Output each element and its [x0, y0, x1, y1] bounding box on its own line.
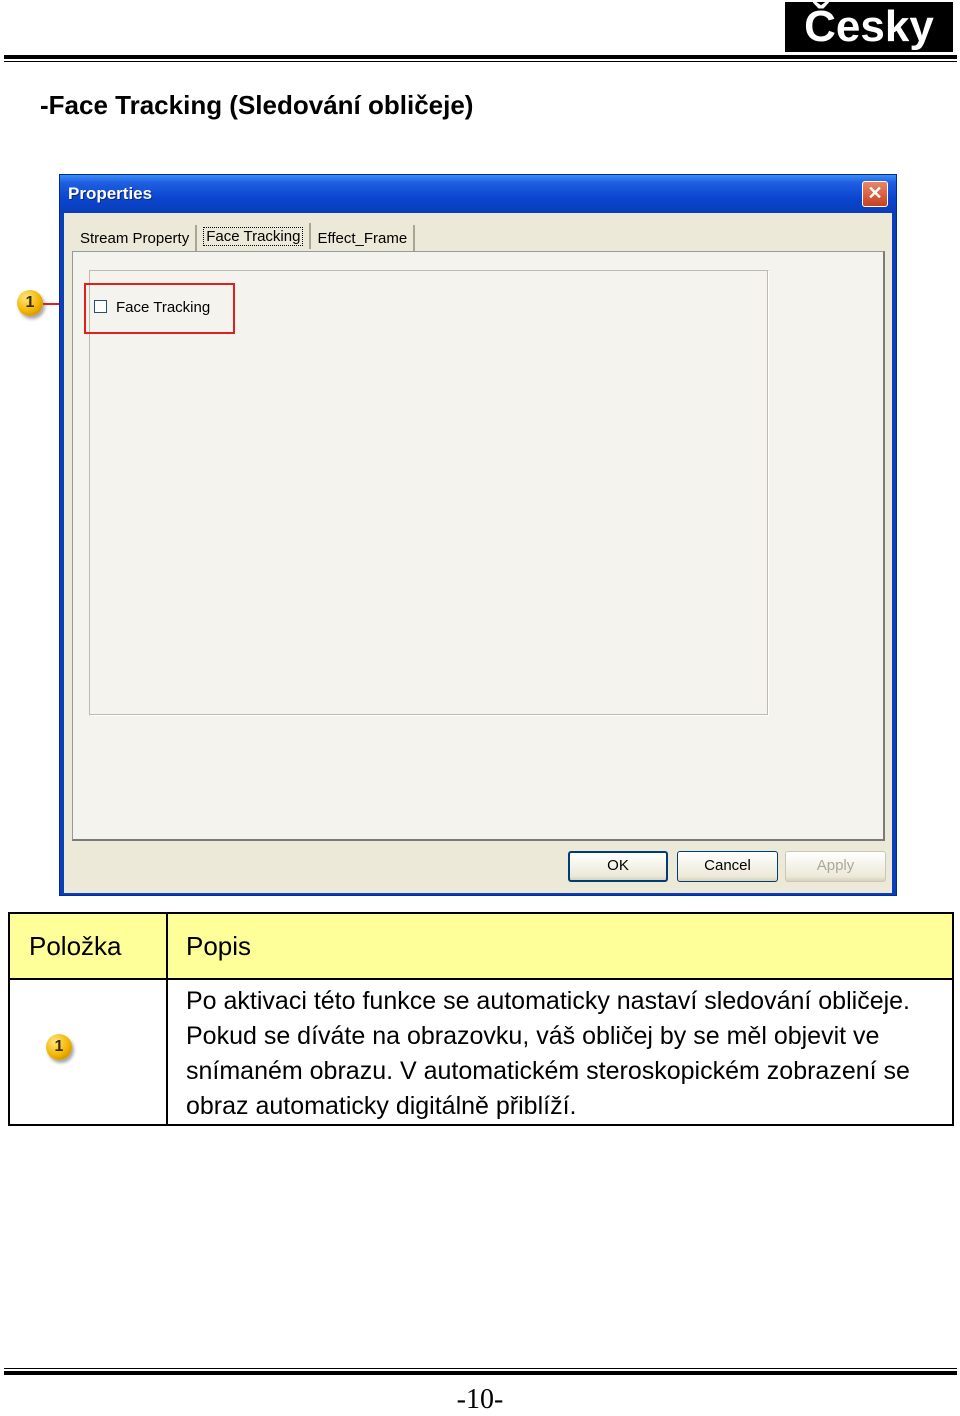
tab-effect-frame[interactable]	[311, 225, 415, 251]
tab-stream-property[interactable]	[74, 225, 197, 251]
footer-rule-thin	[4, 1368, 957, 1369]
tab-strip	[74, 225, 415, 251]
language-badge: Česky	[785, 2, 953, 52]
tab-page-face-tracking	[72, 251, 885, 841]
tab-label: Stream Property	[80, 230, 190, 247]
callout-marker-1: 1	[17, 290, 43, 316]
tab-label: Effect_Frame	[317, 230, 408, 247]
table-cell-item	[9, 979, 167, 1125]
table-header-row	[9, 913, 953, 979]
close-button[interactable]	[862, 181, 888, 207]
dialog-titlebar[interactable]	[60, 175, 896, 213]
column-header-item: Položka	[9, 913, 167, 979]
header-rule	[4, 55, 957, 59]
column-header-description: Popis	[167, 913, 953, 979]
table-cell-description: Po aktivaci této funkce se automaticky nastaví sledování obličeje. Pokud se díváte na obrazovku, váš obličej by se měl objevit ve snímaném obrazu. V automatickém steroskopickém zobrazení se obraz automaticky digitálně přiblíží.	[167, 979, 953, 1125]
header-rule-thin	[4, 61, 957, 62]
table-row	[9, 979, 953, 1125]
apply-button[interactable]: Apply	[785, 851, 886, 882]
close-icon: ✕	[867, 183, 883, 203]
face-tracking-checkbox-label[interactable]: Face Tracking	[116, 299, 211, 316]
cancel-button[interactable]: Cancel	[677, 851, 778, 882]
properties-dialog	[59, 174, 897, 896]
footer-rule	[4, 1371, 957, 1375]
tab-face-tracking[interactable]	[197, 223, 311, 249]
dialog-title: Properties	[68, 184, 153, 203]
callout-marker-1: 1	[46, 1034, 72, 1060]
section-title: -Face Tracking (Sledování obličeje)	[40, 90, 474, 120]
page-number: -10-	[456, 1384, 504, 1415]
ok-button[interactable]: OK	[568, 851, 668, 882]
face-tracking-checkbox[interactable]	[94, 300, 107, 313]
tab-label: Face Tracking	[203, 227, 303, 246]
settings-group-box	[89, 270, 769, 716]
description-table	[8, 912, 954, 1126]
